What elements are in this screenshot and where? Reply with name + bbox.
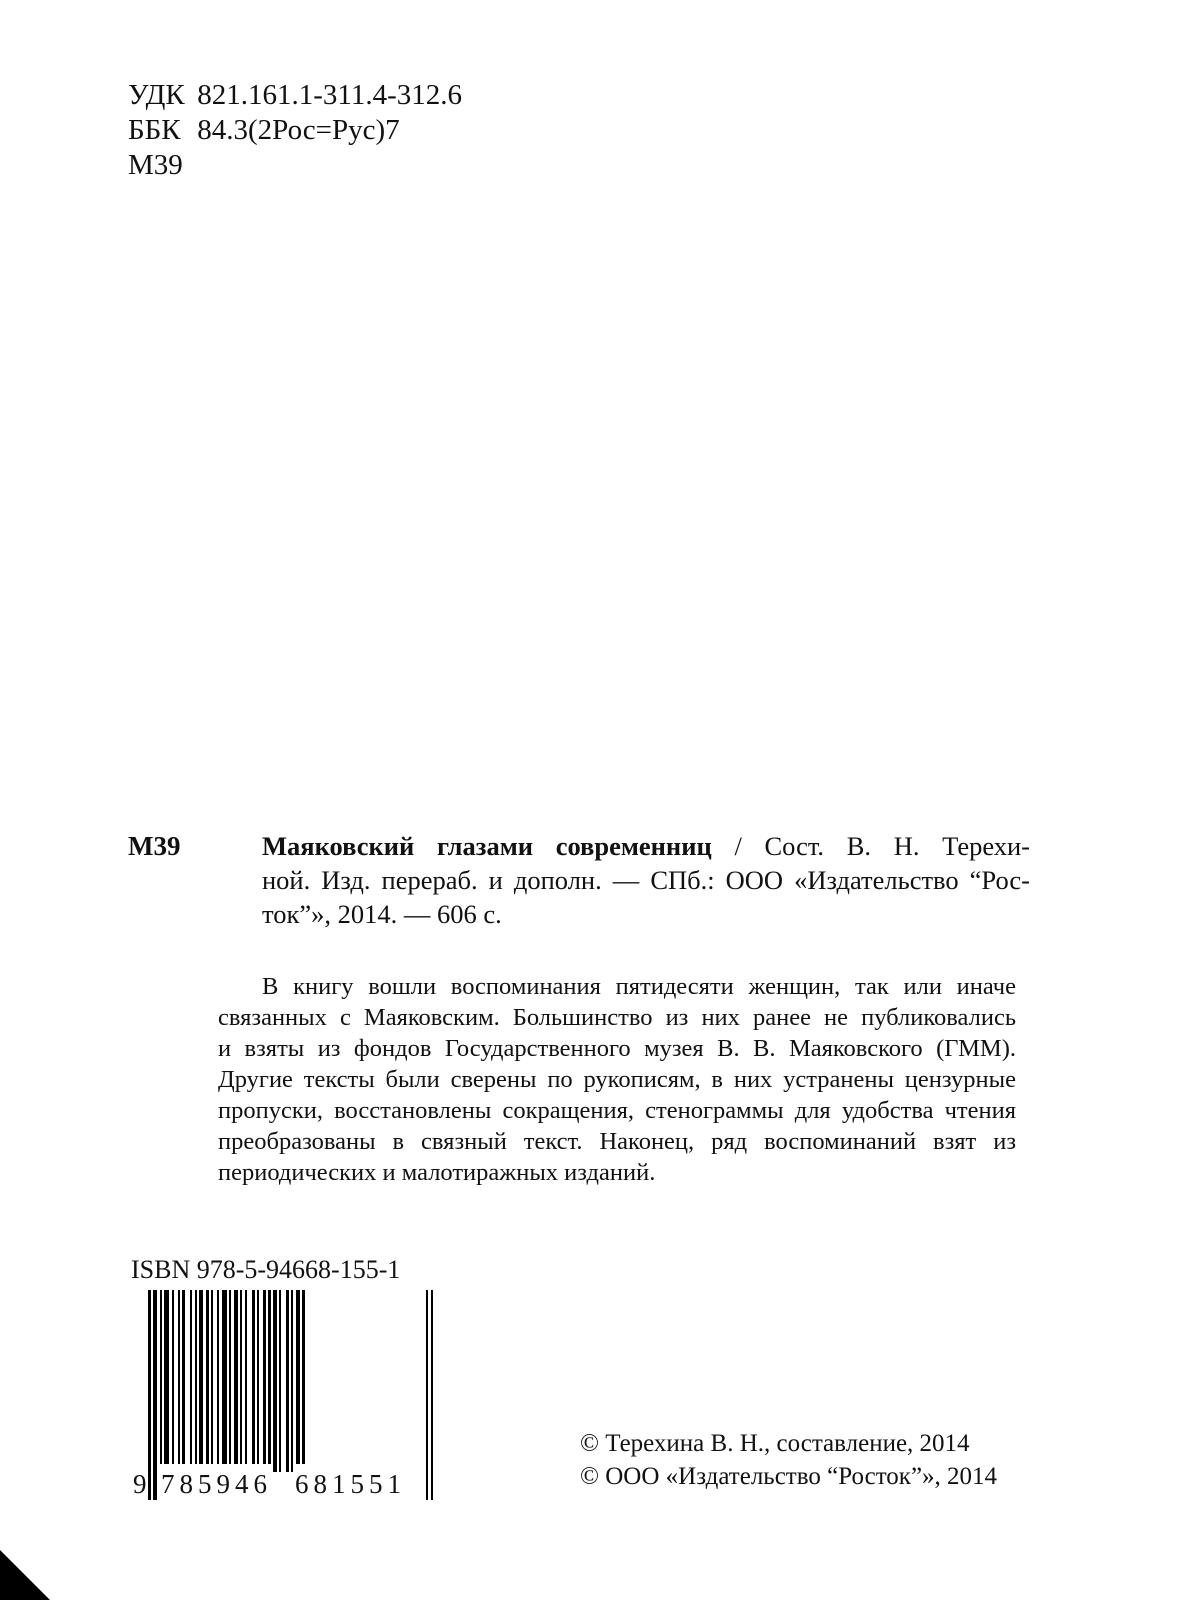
barcode-digit-group: 9: [132, 1464, 148, 1504]
scan-corner-mark: [0, 1550, 50, 1600]
barcode-bar: [302, 1290, 305, 1472]
barcode-bar: [257, 1290, 259, 1472]
abstract-line: связанных с Маяковским. Большинство из них ранее не публиковались: [218, 1004, 1016, 1031]
biblio-description: [262, 829, 1030, 931]
barcode-bar: [211, 1290, 213, 1472]
copyright-block: [580, 1427, 997, 1493]
biblio-line-3: ток”», 2014. — 606 с.: [262, 899, 502, 929]
biblio-author-mark: М39: [128, 831, 181, 861]
barcode-bar: [252, 1290, 255, 1472]
barcode-bar: [268, 1290, 271, 1472]
barcode-bar: [263, 1290, 266, 1472]
biblio-line-2: ной. Изд. перераб. и дополн. — СПб.: ООО «Издательство “Рос-: [262, 865, 1030, 895]
barcode-bar: [206, 1290, 209, 1472]
barcode-bar: [291, 1290, 293, 1472]
udk-line: [128, 78, 462, 113]
barcode-digit-group: 681551: [294, 1464, 407, 1504]
bbk-line: [128, 113, 462, 148]
barcode-bar: [273, 1290, 277, 1472]
abstract-line: Другие тексты были сверены по рукописям, в них устранены цензурные: [218, 1066, 1016, 1093]
bbk-value: 84.3(2Рос=Рус)7: [197, 114, 400, 146]
barcode-bar: [279, 1290, 281, 1472]
biblio-line-1: [262, 829, 1030, 863]
abstract-line: пропуски, восстановлены сокращения, стенограммы для удобства чтения: [218, 1097, 1016, 1124]
isbn-barcode: [130, 1290, 440, 1505]
udk-label: УДК: [128, 79, 185, 111]
abstract-line: В книгу вошли воспоминания пятидесяти женщин, так или иначе: [262, 973, 1016, 1000]
abstract: [218, 971, 1016, 1188]
barcode-bar: [182, 1290, 185, 1472]
barcode-bar: [240, 1290, 242, 1472]
barcode-bar: [195, 1290, 197, 1472]
barcode-bar: [286, 1290, 289, 1472]
copyright-publisher: © ООО «Издательство “Росток”», 2014: [580, 1463, 998, 1490]
barcode-bar: [190, 1290, 192, 1472]
barcode-bar: [164, 1290, 169, 1472]
bbk-label: ББК: [128, 114, 181, 146]
barcode-bar: [160, 1290, 162, 1472]
book-title: Маяковский глазами современниц: [262, 831, 712, 861]
barcode-digits: [130, 1464, 440, 1504]
abstract-line: преобразованы в связный текст. Наконец, ряд воспоминаний взят из: [218, 1128, 1016, 1155]
barcode-bar: [178, 1290, 180, 1472]
compiler-statement: / Сост. В. Н. Терехи-: [734, 831, 1030, 861]
copyright-compiler: © Терехина В. Н., составление, 2014: [580, 1430, 970, 1457]
barcode-digit-group: 785946: [160, 1464, 273, 1504]
barcode-bar: [217, 1290, 219, 1472]
barcode-bar: [245, 1290, 247, 1472]
udk-value: 821.161.1-311.4-312.6: [197, 79, 462, 111]
barcode-bar: [199, 1290, 203, 1472]
barcode-bar: [172, 1290, 174, 1472]
barcode-bar: [296, 1290, 300, 1472]
abstract-line: периодических и малотиражных изданий.: [218, 1159, 656, 1186]
isbn: ISBN 978-5-94668-155-1: [131, 1255, 401, 1284]
barcode-bar: [222, 1290, 227, 1472]
abstract-line: и взяты из фондов Государственного музея В. В. Маяковского (ГММ).: [218, 1035, 1016, 1062]
author-mark: М39: [128, 149, 183, 181]
classification-header: [128, 78, 462, 183]
